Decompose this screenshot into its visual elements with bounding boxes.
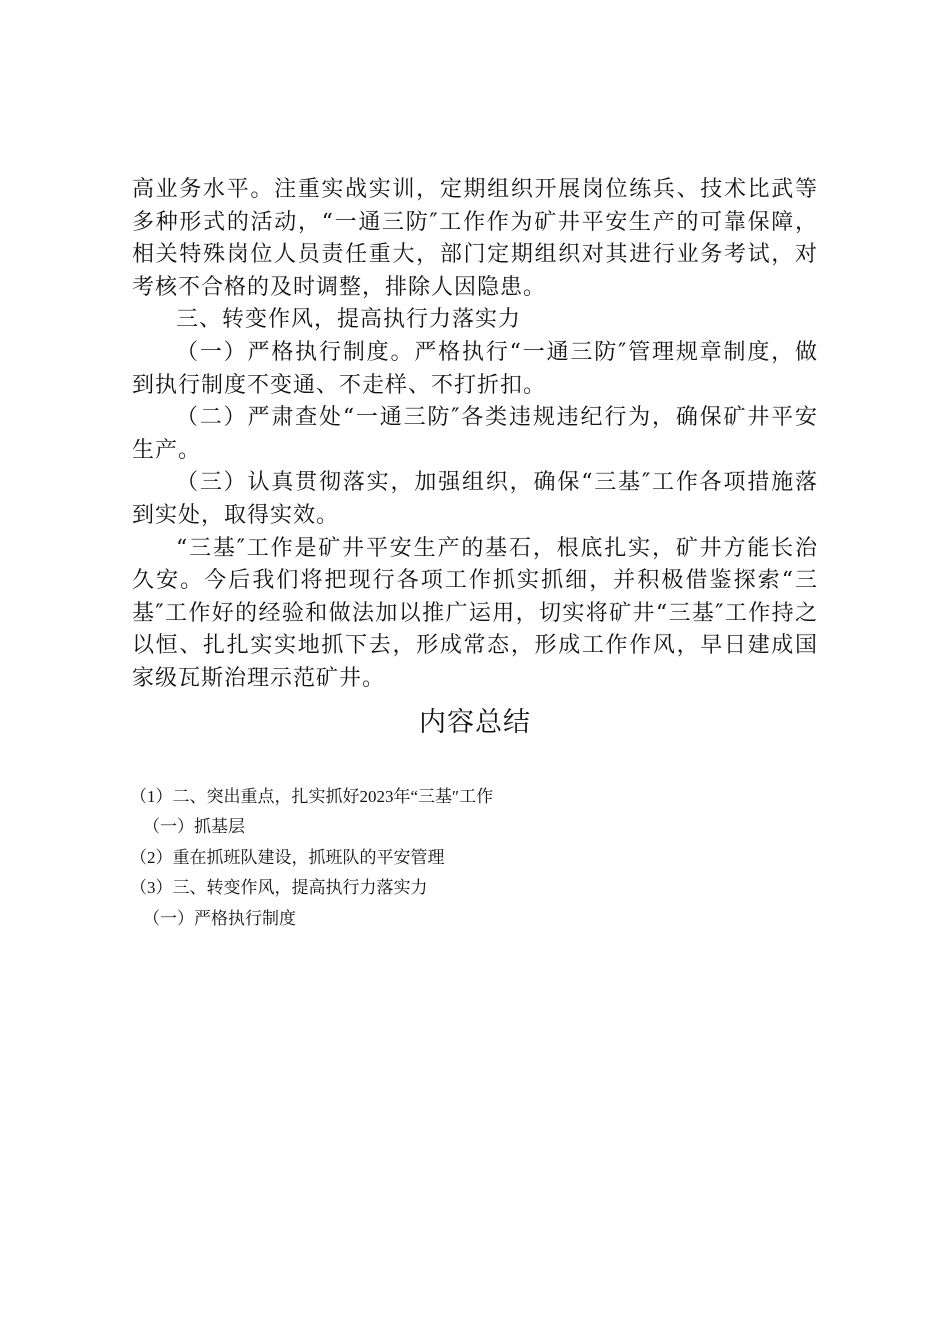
paragraph-conclusion: “三基″工作是矿井平安生产的基石，根底扎实，矿井方能长治久安。今后我们将把现行各项工作抓实抓细，并积极借鉴探索“三基″工作好的经验和做法加以推广运用，切实将矿井“三基″工作持之以恒、扎扎实实地抓下去，形成常态，形成工作作风，早日建成国家级瓦斯治理示范矿井。	[132, 535, 818, 691]
body-text	[132, 174, 818, 696]
paragraph-item-3: （三）认真贯彻落实，加强组织，确保“三基″工作各项措施落到实处，取得实效。	[132, 470, 818, 528]
summary-title: 内容总结	[419, 707, 531, 738]
summary-list	[130, 782, 830, 934]
summary-item-3: （3）三、转变作风，提高执行力落实力	[130, 878, 428, 898]
paragraph-continuation: 高业务水平。注重实战实训，定期组织开展岗位练兵、技术比武等多种形式的活动，“一通三防″工作作为矿井平安生产的可靠保障，相关特殊岗位人员责任重大，部门定期组织对其进行业务考试，对考核不合格的及时调整，排除人因隐患。	[132, 177, 818, 300]
paragraph-item-2: （二）严肃查处“一通三防″各类违规违纪行为，确保矿井平安生产。	[132, 405, 818, 463]
summary-subitem-3: （一）严格执行制度	[143, 908, 296, 928]
summary-subitem-1: （一）抓基层	[143, 817, 245, 837]
section-heading-3: 三、转变作风，提高执行力落实力	[176, 307, 522, 333]
paragraph-item-1: （一）严格执行制度。严格执行“一通三防″管理规章制度，做到执行制度不变通、不走样、不打折扣。	[132, 339, 818, 398]
summary-item-2: （2）重在抓班队建设，抓班队的平安管理	[130, 847, 445, 867]
summary-item-1: （1）二、突出重点，扎实抓好2023年“三基″工作	[130, 787, 494, 806]
